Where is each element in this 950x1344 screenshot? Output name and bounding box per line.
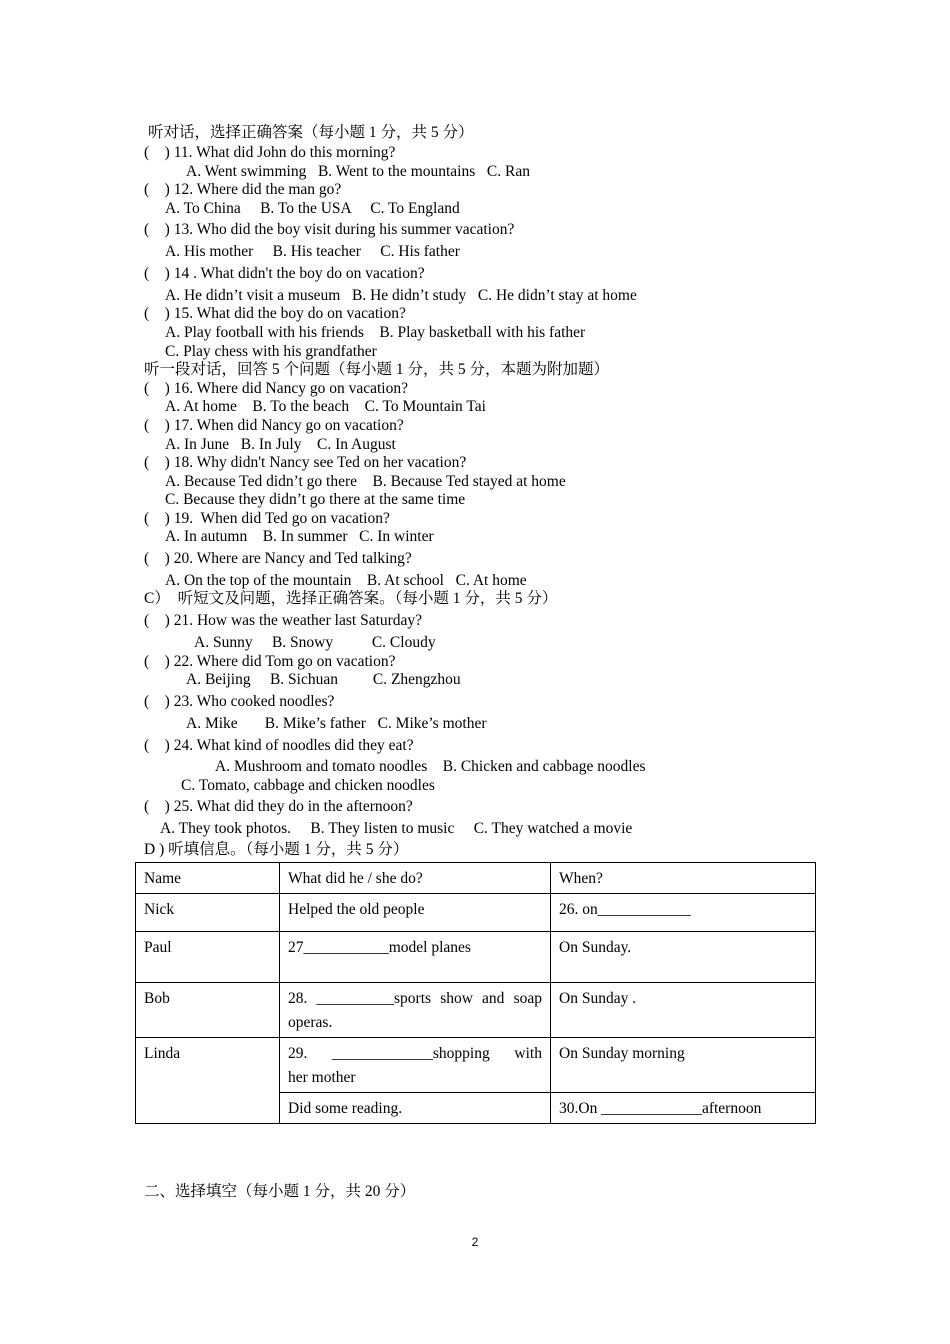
table-cell: Bob	[136, 983, 280, 1038]
question-15: ( ) 15. What did the boy do on vacation?	[144, 305, 406, 322]
question-21: ( ) 21. How was the weather last Saturday?	[144, 612, 423, 629]
question-23-options: A. Mike B. Mike’s father C. Mike’s mother	[186, 715, 487, 732]
table-cell: Paul	[136, 932, 280, 983]
table-header-cell: What did he / she do?	[280, 863, 551, 894]
question-24-options: A. Mushroom and tomato noodles B. Chicken and cabbage noodles	[215, 758, 646, 775]
question-12-options: A. To China B. To the USA C. To England	[165, 200, 460, 217]
table-header-cell: Name	[136, 863, 280, 894]
table-cell: 26. on____________	[551, 894, 816, 932]
table-header-row	[136, 863, 816, 894]
question-22-options: A. Beijing B. Sichuan C. Zhengzhou	[186, 671, 461, 688]
question-19: ( ) 19. When did Ted go on vacation?	[144, 510, 390, 527]
question-22: ( ) 22. Where did Tom go on vacation?	[144, 653, 396, 670]
table-cell: On Sunday .	[551, 983, 816, 1038]
table-cell: Did some reading.	[280, 1093, 551, 1124]
question-16-options: A. At home B. To the beach C. To Mountain Tai	[165, 398, 486, 415]
table-cell: On Sunday.	[551, 932, 816, 983]
table-cell: On Sunday morning	[551, 1038, 816, 1093]
question-25: ( ) 25. What did they do in the afternoon?	[144, 798, 413, 815]
table-row	[136, 894, 816, 932]
question-21-options: A. Sunny B. Snowy C. Cloudy	[194, 634, 436, 651]
question-24-options-2: C. Tomato, cabbage and chicken noodles	[181, 777, 435, 794]
section-heading: 听对话，选择正确答案（每小题 1 分，共 5 分）	[148, 124, 474, 141]
table-header-cell: When?	[551, 863, 816, 894]
table-cell: 27___________model planes	[280, 932, 551, 983]
question-18-options-2: C. Because they didn’t go there at the same time	[165, 491, 466, 508]
question-12: ( ) 12. Where did the man go?	[144, 181, 342, 198]
question-13-options: A. His mother B. His teacher C. His father	[165, 243, 460, 260]
table-row	[136, 983, 816, 1038]
page-number: 2	[471, 1235, 479, 1249]
table-cell: 29. _____________shopping with her mother	[280, 1038, 551, 1093]
question-11: ( ) 11. What did John do this morning?	[144, 144, 396, 161]
question-24: ( ) 24. What kind of noodles did they eat?	[144, 737, 414, 754]
question-18: ( ) 18. Why didn't Nancy see Ted on her vacation?	[144, 454, 467, 471]
question-20-options: A. On the top of the mountain B. At school C. At home	[165, 572, 527, 589]
question-14-options: A. He didn’t visit a museum B. He didn’t study C. He didn’t stay at home	[165, 287, 637, 304]
question-11-options: A. Went swimming B. Went to the mountains C. Ran	[186, 163, 530, 180]
question-20: ( ) 20. Where are Nancy and Ted talking?	[144, 550, 412, 567]
question-25-options: A. They took photos. B. They listen to music C. They watched a movie	[160, 820, 633, 837]
question-18-options: A. Because Ted didn’t go there B. Because Ted stayed at home	[165, 473, 566, 490]
question-17-options: A. In June B. In July C. In August	[165, 436, 396, 453]
question-16: ( ) 16. Where did Nancy go on vacation?	[144, 380, 408, 397]
table-cell: Linda	[136, 1038, 280, 1124]
question-13: ( ) 13. Who did the boy visit during his summer vacation?	[144, 221, 515, 238]
table-cell: Nick	[136, 894, 280, 932]
table-row	[136, 932, 816, 983]
question-15-options-2: C. Play chess with his grandfather	[165, 343, 377, 360]
table-cell: 28. __________sports show and soap operas.	[280, 983, 551, 1038]
section-heading: C） 听短文及问题，选择正确答案。（每小题 1 分，共 5 分）	[144, 590, 558, 607]
question-23: ( ) 23. Who cooked noodles?	[144, 693, 335, 710]
section-heading: D ) 听填信息。（每小题 1 分，共 5 分）	[144, 841, 409, 858]
section-heading: 二、选择填空（每小题 1 分，共 20 分）	[144, 1183, 416, 1200]
table-row	[136, 1038, 816, 1093]
table-cell: Helped the old people	[280, 894, 551, 932]
question-19-options: A. In autumn B. In summer C. In winter	[165, 528, 434, 545]
table-cell: 30.On _____________afternoon	[551, 1093, 816, 1124]
section-heading: 听一段对话，回答 5 个问题（每小题 1 分，共 5 分，本题为附加题）	[144, 361, 610, 378]
info-fill-table	[135, 862, 816, 1124]
question-17: ( ) 17. When did Nancy go on vacation?	[144, 417, 404, 434]
question-15-options: A. Play football with his friends B. Play basketball with his father	[165, 324, 586, 341]
question-14: ( ) 14 . What didn't the boy do on vacation?	[144, 265, 425, 282]
